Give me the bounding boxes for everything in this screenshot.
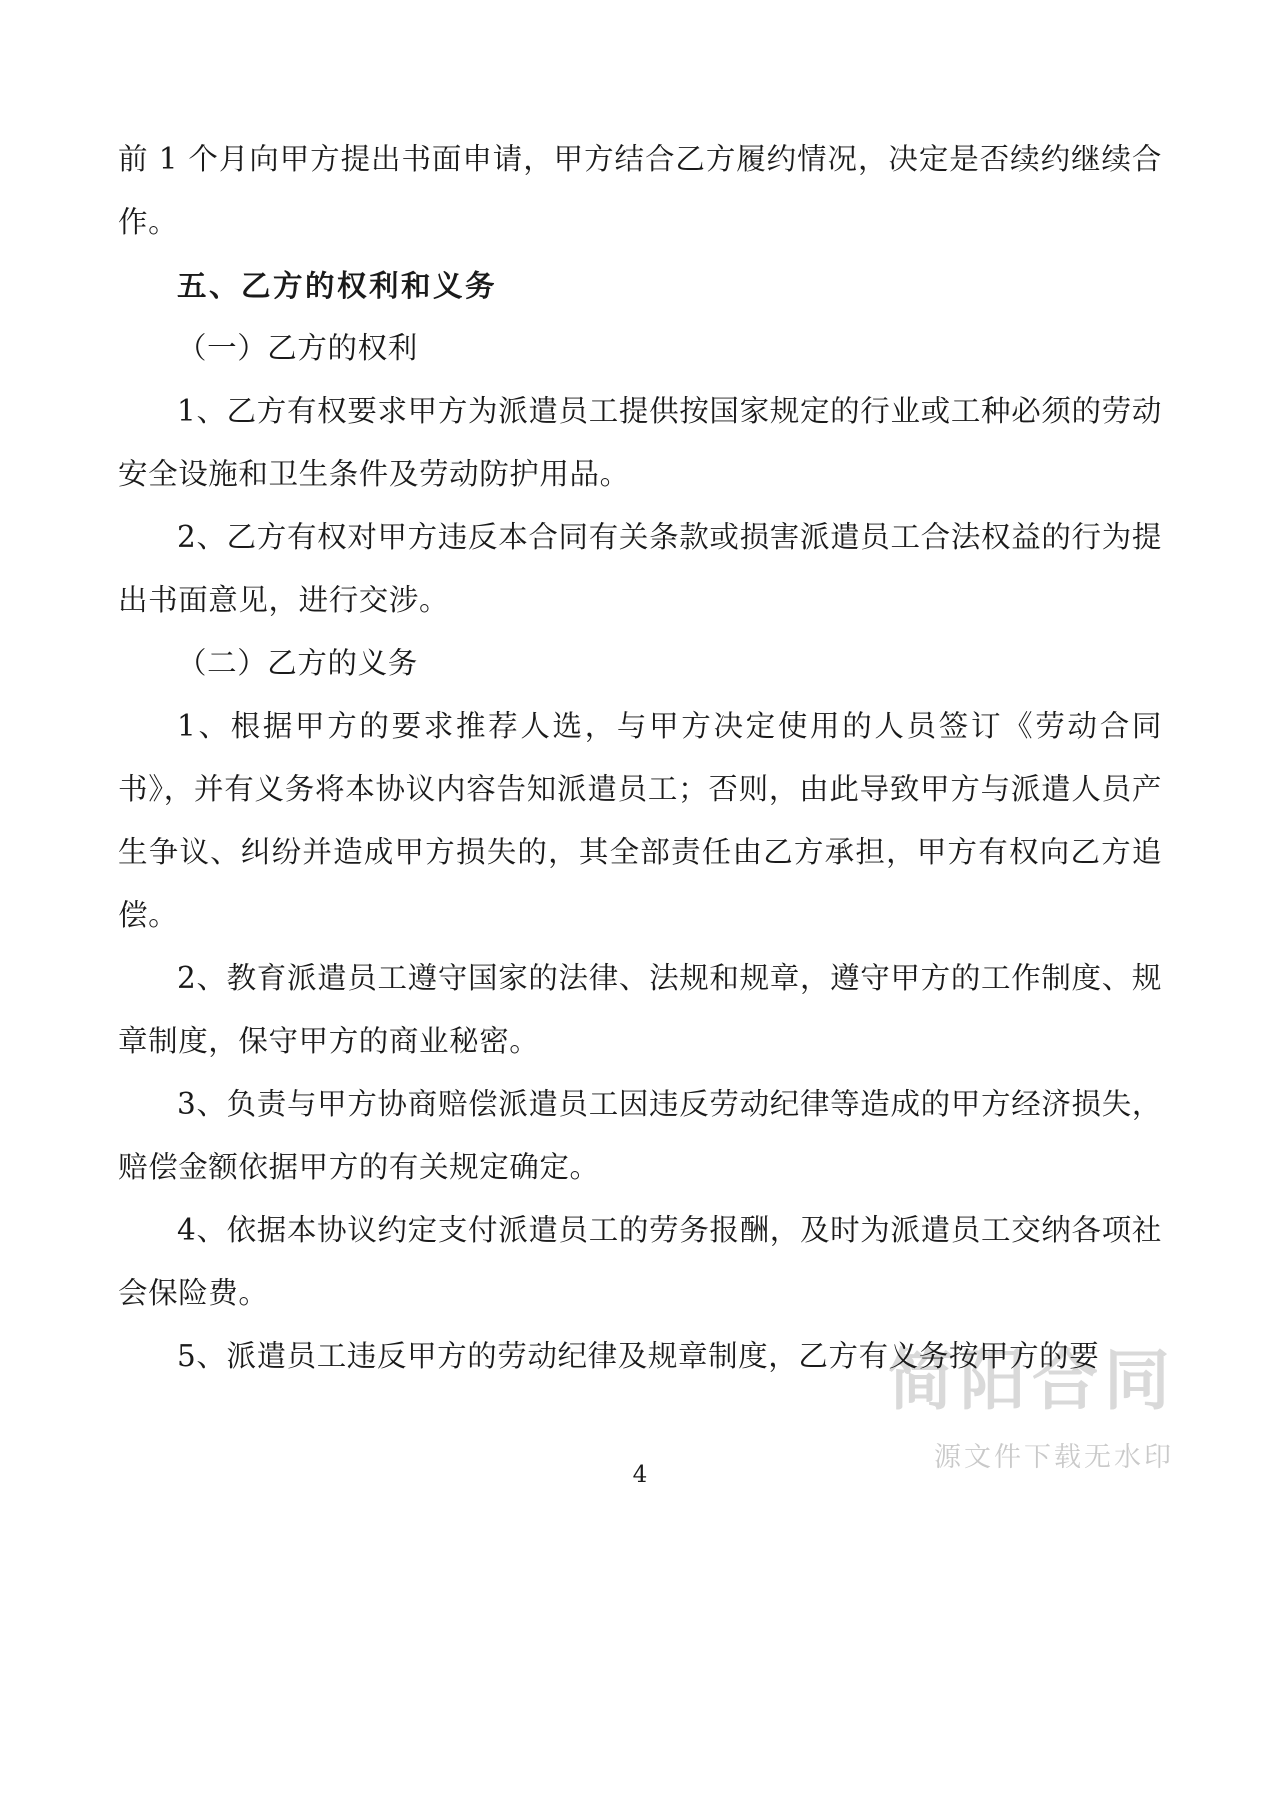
subsection-heading-rights: （一）乙方的权利 <box>177 331 418 365</box>
watermark-brand-text: 简阳合同 <box>888 1342 1176 1419</box>
paragraph-duties-item-5: 5、派遣员工违反甲方的劳动纪律及规章制度，乙方有义务按甲方的要 <box>177 1339 1100 1373</box>
paragraph-duties-item-2: 2、教育派遣员工遵守国家的法律、法规和规章，遵守甲方的工作制度、规章制度，保守甲方的商业秘密。 <box>118 961 1162 1058</box>
paragraph-duties-item-1: 1、根据甲方的要求推荐人选，与甲方决定使用的人员签订《劳动合同书》，并有义务将本协议内容告知派遣员工；否则，由此导致甲方与派遣人员产生争议、纠纷并造成甲方损失的，其全部责任由乙方承担，甲方有权向乙方追偿。 <box>118 709 1162 932</box>
page-number-footer: 4 <box>632 1462 648 1488</box>
paragraph-duties-item-4: 4、依据本协议约定支付派遣员工的劳务报酬，及时为派遣员工交纳各项社会保险费。 <box>118 1213 1162 1310</box>
subsection-heading-duties: （二）乙方的义务 <box>177 646 418 680</box>
paragraph-duties-item-3: 3、负责与甲方协商赔偿派遣员工因违反劳动纪律等造成的甲方经济损失，赔偿金额依据甲方的有关规定确定。 <box>118 1087 1162 1184</box>
section-heading-five: 五、乙方的权利和义务 <box>177 268 498 303</box>
paragraph-rights-item-2: 2、乙方有权对甲方违反本合同有关条款或损害派遣员工合法权益的行为提出书面意见，进行交涉。 <box>118 520 1162 617</box>
watermark-subtitle-text: 源文件下载无水印 <box>934 1442 1174 1473</box>
paragraph-rights-item-1: 1、乙方有权要求甲方为派遣员工提供按国家规定的行业或工种必须的劳动安全设施和卫生条件及劳动防护用品。 <box>118 394 1162 491</box>
document-text-body <box>118 128 1162 1388</box>
paragraph-continuation-renewal: 前 1 个月向甲方提出书面申请，甲方结合乙方履约情况，决定是否续约继续合作。 <box>118 142 1162 239</box>
